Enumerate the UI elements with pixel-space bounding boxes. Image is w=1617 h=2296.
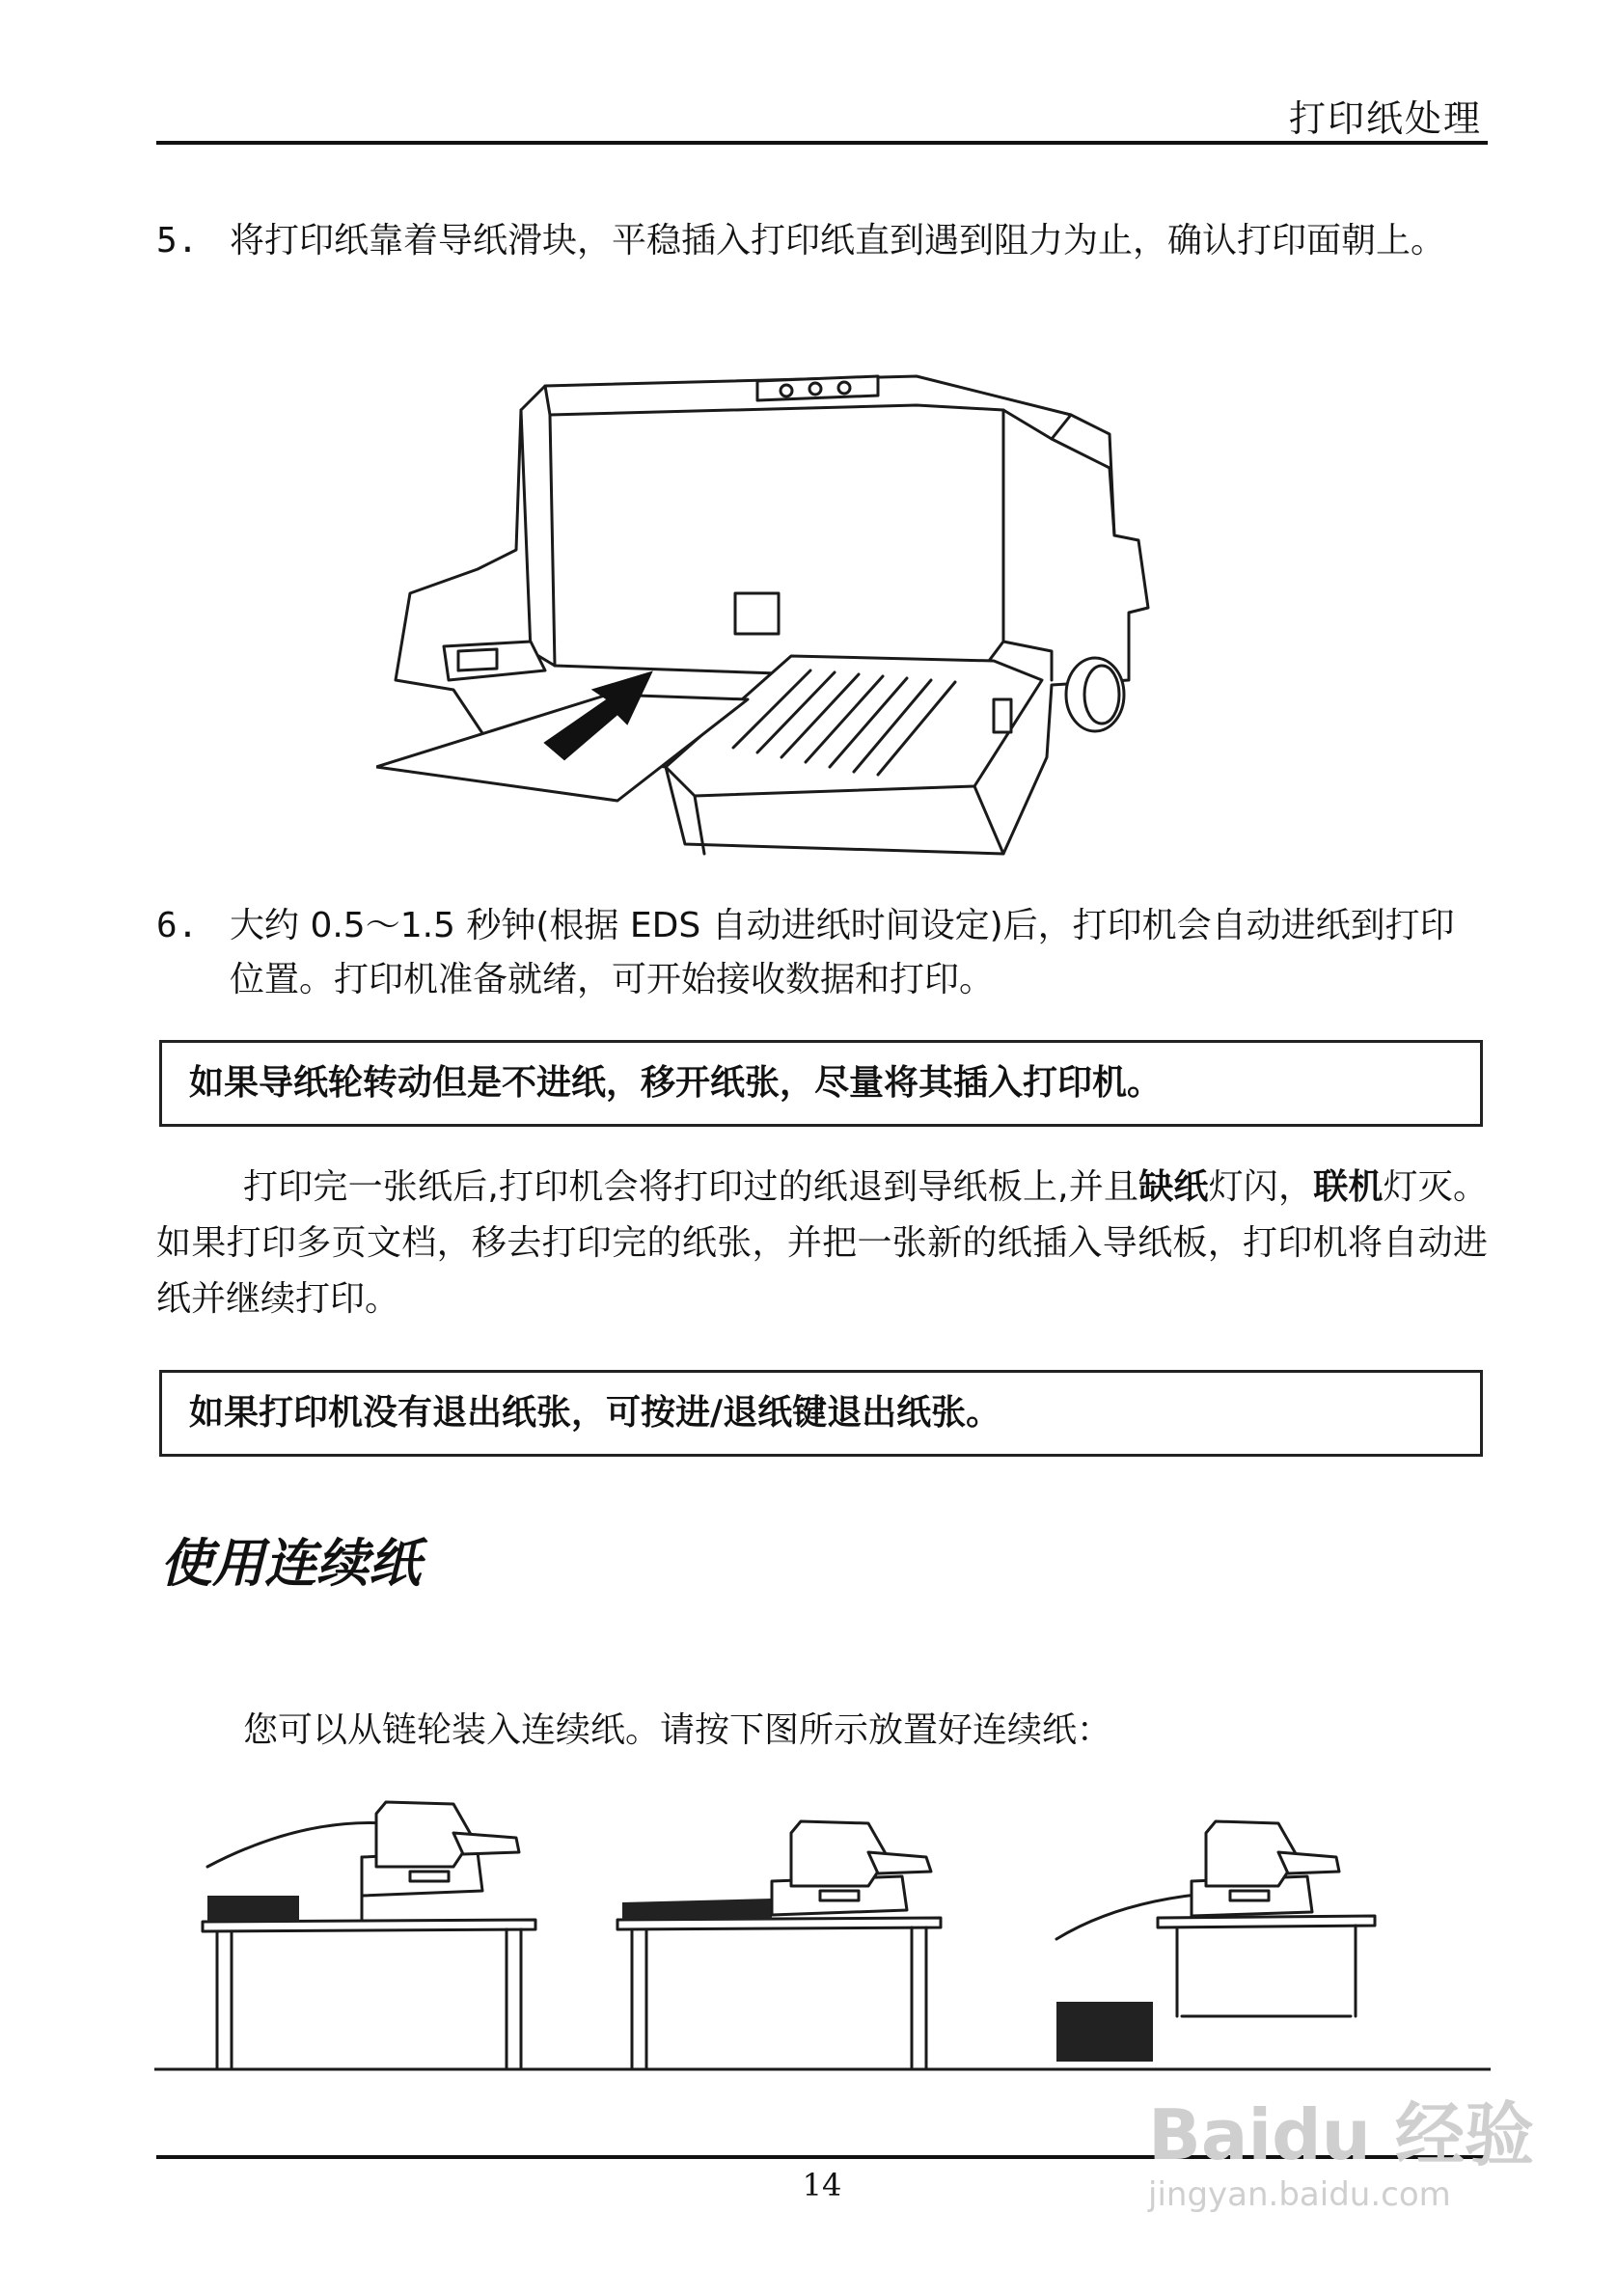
header-title: 打印纸处理 (1288, 97, 1482, 140)
paragraph-text: 灯闪， (1208, 1167, 1314, 1207)
paper-out-light-label: 缺纸 (1138, 1167, 1209, 1207)
paragraph-text: 打印完一张纸后,打印机会将打印过的纸退到导纸板上,并且 (243, 1167, 1139, 1207)
paragraph-text: 灯灭。如果打印多页文档，移去打印完的纸张，并把一张新的纸插入导纸板，打印机将自动进纸并继续打印。 (156, 1167, 1488, 1319)
watermark-url: jingyan.baidu.com (1148, 2175, 1451, 2214)
note-text: 如果导纸轮转动但是不进纸，移开纸张，尽量将其插入打印机。 (189, 1063, 1163, 1103)
setup-2 (617, 1821, 941, 2069)
page-number: 14 (802, 2167, 842, 2203)
note-box (159, 1370, 1483, 1457)
setup-3 (1056, 1821, 1375, 2062)
header-rule (156, 141, 1488, 145)
note-text: 如果打印机没有退出纸张，可按进/退纸键退出纸张。 (189, 1393, 1001, 1433)
section-intro: 您可以从链轮装入连续纸。请按下图所示放置好连续纸： (243, 1710, 1112, 1750)
step-number: 6. (156, 906, 199, 945)
body-paragraph (156, 1160, 1488, 1327)
printer-illustration (376, 362, 1206, 863)
step-number: 5. (156, 221, 199, 260)
online-light-label: 联机 (1313, 1167, 1384, 1207)
continuous-paper-diagram (154, 1794, 1491, 2084)
watermark-logo: Baidu 经验 (1148, 2094, 1535, 2175)
note-box (159, 1040, 1483, 1127)
step-text: 大约 0.5～1.5 秒钟(根据 EDS 自动进纸时间设定)后，打印机会自动进纸到打印位置。打印机准备就绪，可开始接收数据和打印。 (230, 906, 1455, 999)
step-6 (156, 899, 1488, 1007)
step-text: 将打印纸靠着导纸滑块，平稳插入打印纸直到遇到阻力为止，确认打印面朝上。 (230, 221, 1446, 260)
section-title: 使用连续纸 (160, 1533, 421, 1594)
setup-1 (203, 1802, 535, 2069)
step-5 (156, 214, 1488, 268)
